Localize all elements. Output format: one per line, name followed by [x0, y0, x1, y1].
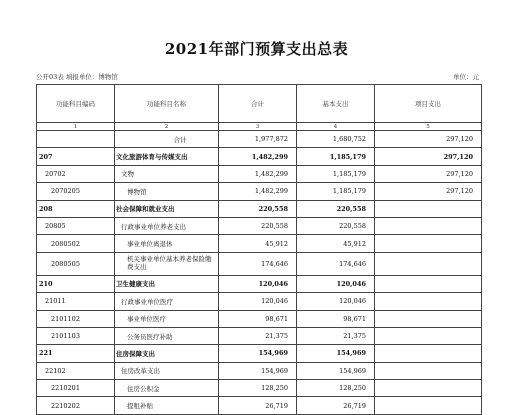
cell-name: 住房保障支出	[115, 345, 219, 362]
cell-basic: 1,185,179	[297, 165, 375, 182]
cell-project: 297,120	[375, 148, 482, 165]
cell-basic: 1,185,179	[297, 148, 375, 165]
cell-basic: 154,969	[297, 362, 375, 379]
header-index: 1	[37, 123, 115, 131]
cell-name: 合计	[115, 131, 219, 148]
table-row	[37, 345, 482, 362]
cell-total: 1,977,872	[219, 131, 297, 148]
cell-total: 128,250	[219, 380, 297, 397]
cell-code: 20805	[37, 217, 115, 234]
cell-total: 26,719	[219, 397, 297, 414]
table-row	[37, 293, 482, 310]
cell-code	[37, 131, 115, 148]
cell-basic: 21,375	[297, 327, 375, 344]
cell-name: 机关事业单位基本养老保险缴费支出	[115, 252, 219, 275]
header-index: 5	[375, 123, 482, 131]
cell-name: 博物馆	[115, 183, 219, 200]
table-row	[37, 165, 482, 182]
cell-name: 住房改革支出	[115, 362, 219, 379]
cell-code: 2101102	[37, 310, 115, 327]
cell-project	[375, 362, 482, 379]
cell-project	[375, 310, 482, 327]
cell-basic: 220,558	[297, 200, 375, 217]
cell-name: 卫生健康支出	[115, 275, 219, 292]
cell-name: 提租补贴	[115, 397, 219, 414]
cell-project	[375, 200, 482, 217]
cell-basic: 1,680,752	[297, 131, 375, 148]
report-meta-unit: 公开03表 填报单位：博物馆	[36, 73, 118, 81]
cell-code: 21011	[37, 293, 115, 310]
cell-basic: 120,046	[297, 293, 375, 310]
cell-project	[375, 252, 482, 275]
cell-code: 208	[37, 200, 115, 217]
header-basic: 基本支出	[297, 85, 375, 123]
cell-code: 2070205	[37, 183, 115, 200]
cell-project	[375, 217, 482, 234]
table-row	[37, 148, 482, 165]
header-code: 功能科目编码	[37, 85, 115, 123]
table-row	[37, 200, 482, 217]
cell-basic: 98,671	[297, 310, 375, 327]
cell-total: 21,375	[219, 327, 297, 344]
cell-project	[375, 345, 482, 362]
header-index: 3	[219, 123, 297, 131]
header-total: 合计	[219, 85, 297, 123]
cell-total: 1,482,299	[219, 165, 297, 182]
table-row	[37, 275, 482, 292]
table-row	[37, 380, 482, 397]
header-index: 2	[115, 123, 219, 131]
cell-code: 22102	[37, 362, 115, 379]
cell-name: 事业单位离退休	[115, 235, 219, 252]
cell-project: 297,120	[375, 131, 482, 148]
cell-basic: 128,250	[297, 380, 375, 397]
cell-project: 297,120	[375, 183, 482, 200]
cell-name: 公务员医疗补助	[115, 327, 219, 344]
header-name: 功能科目名称	[115, 85, 219, 123]
cell-total: 120,046	[219, 293, 297, 310]
cell-code: 2210201	[37, 380, 115, 397]
cell-name: 住房公积金	[115, 380, 219, 397]
cell-code: 20702	[37, 165, 115, 182]
cell-total: 45,912	[219, 235, 297, 252]
table-row	[37, 217, 482, 234]
cell-basic: 26,719	[297, 397, 375, 414]
table-row	[37, 235, 482, 252]
cell-basic: 154,969	[297, 345, 375, 362]
cell-code: 2080505	[37, 252, 115, 275]
page-title: 2021年部门预算支出总表	[164, 40, 349, 58]
table-row	[37, 252, 482, 275]
cell-total: 154,969	[219, 345, 297, 362]
cell-project	[375, 293, 482, 310]
cell-project	[375, 327, 482, 344]
cell-project: 297,120	[375, 165, 482, 182]
budget-expenditure-table	[36, 84, 482, 415]
cell-project	[375, 275, 482, 292]
header-project: 项目支出	[375, 85, 482, 123]
cell-name: 文化旅游体育与传媒支出	[115, 148, 219, 165]
table-row	[37, 183, 482, 200]
cell-name: 文物	[115, 165, 219, 182]
report-meta-currency: 单位：元	[453, 73, 479, 81]
cell-basic: 174,646	[297, 252, 375, 275]
table-row	[37, 327, 482, 344]
cell-project	[375, 235, 482, 252]
cell-total: 1,482,299	[219, 183, 297, 200]
cell-basic: 1,185,179	[297, 183, 375, 200]
cell-name: 行政事业单位养老支出	[115, 217, 219, 234]
cell-basic: 45,912	[297, 235, 375, 252]
cell-total: 120,046	[219, 275, 297, 292]
cell-total: 220,558	[219, 200, 297, 217]
cell-code: 210	[37, 275, 115, 292]
table-row	[37, 397, 482, 414]
table-row	[37, 131, 482, 148]
cell-name: 行政事业单位医疗	[115, 293, 219, 310]
cell-code: 2080502	[37, 235, 115, 252]
cell-code: 207	[37, 148, 115, 165]
cell-total: 1,482,299	[219, 148, 297, 165]
cell-code: 2101103	[37, 327, 115, 344]
header-index: 4	[297, 123, 375, 131]
cell-basic: 220,558	[297, 217, 375, 234]
cell-total: 98,671	[219, 310, 297, 327]
cell-total: 154,969	[219, 362, 297, 379]
cell-project	[375, 380, 482, 397]
cell-basic: 120,046	[297, 275, 375, 292]
table-row	[37, 362, 482, 379]
cell-project	[375, 397, 482, 414]
cell-total: 174,646	[219, 252, 297, 275]
cell-name: 事业单位医疗	[115, 310, 219, 327]
table-row	[37, 310, 482, 327]
cell-code: 221	[37, 345, 115, 362]
cell-name: 社会保障和就业支出	[115, 200, 219, 217]
cell-code: 2210202	[37, 397, 115, 414]
cell-total: 220,558	[219, 217, 297, 234]
